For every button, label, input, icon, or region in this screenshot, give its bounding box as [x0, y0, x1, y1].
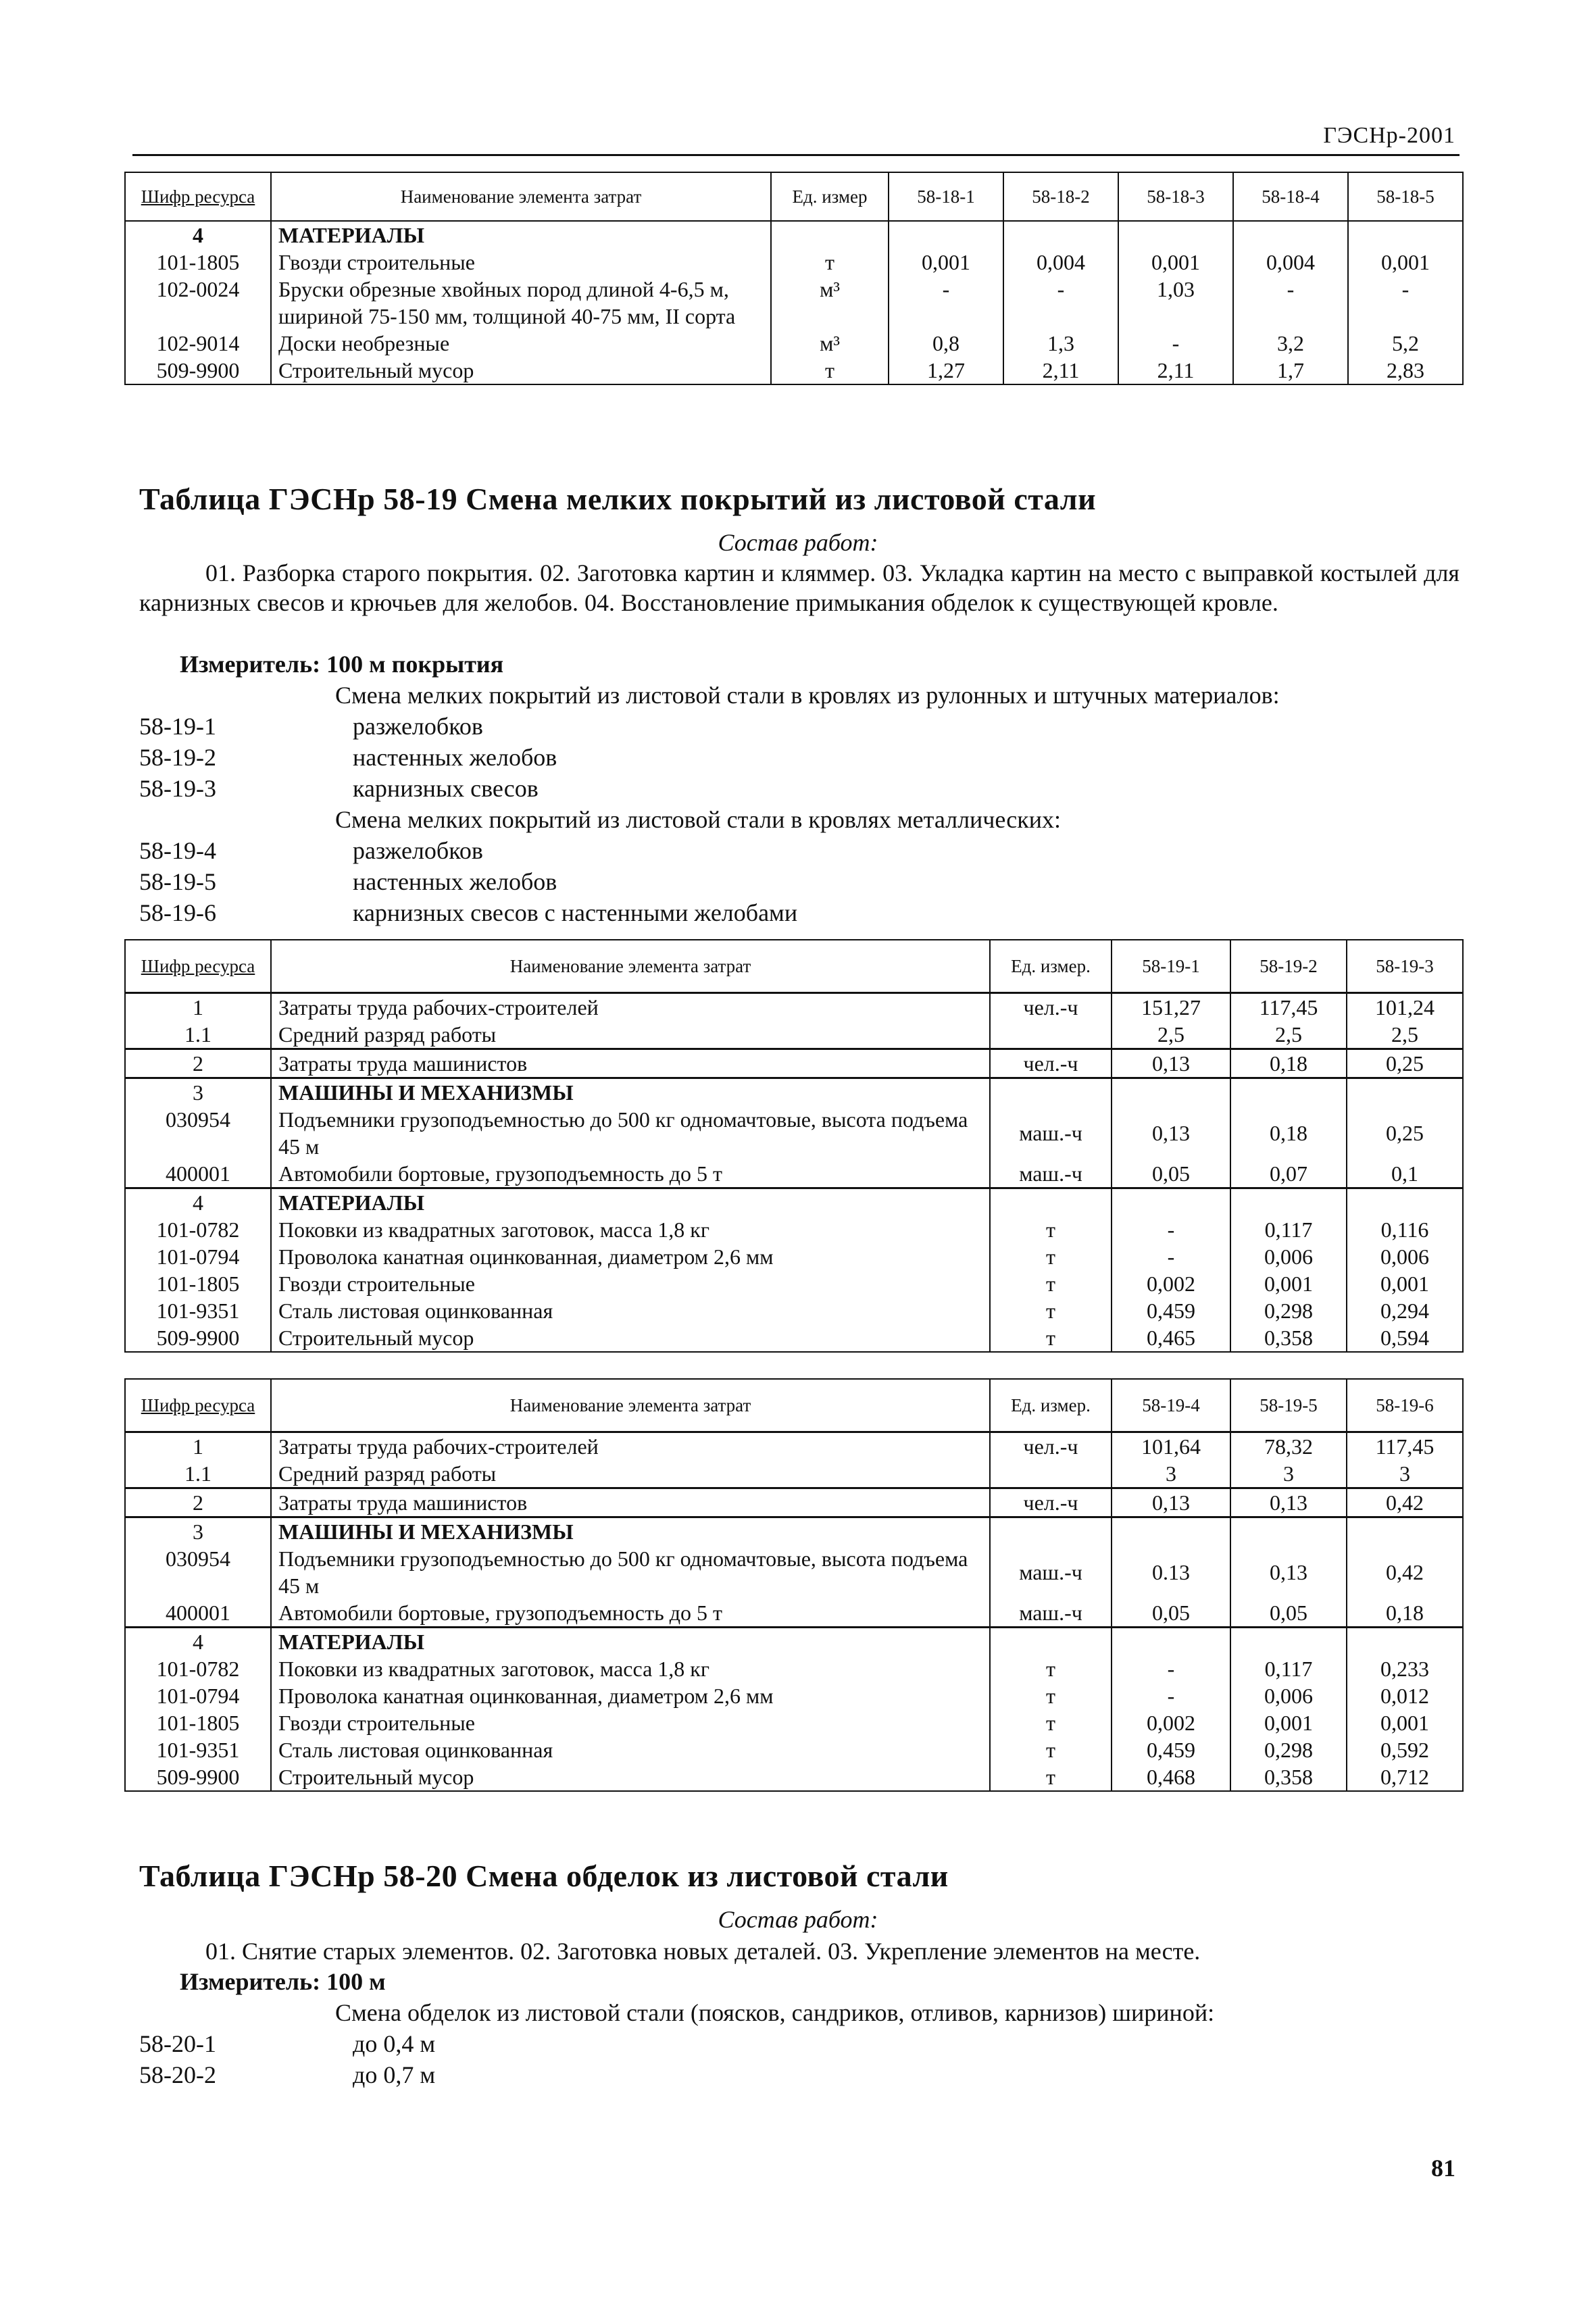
cell-value: 0,25	[1347, 1049, 1463, 1078]
cell-value: 1,27	[889, 357, 1003, 384]
cell-unit	[990, 1517, 1112, 1545]
cell-value	[1003, 221, 1118, 249]
table-row	[125, 221, 1463, 249]
table-row	[125, 1627, 1463, 1655]
table-58-19-1-3	[124, 939, 1464, 1353]
col-header: Ед. измер.	[990, 940, 1112, 992]
cell-value	[1347, 1627, 1463, 1655]
cell-value: 0,117	[1230, 1655, 1347, 1682]
cell-name: Поковки из квадратных заготовок, масса 1,8 кг	[271, 1655, 990, 1682]
table-row	[125, 1216, 1463, 1243]
cell-name: Автомобили бортовые, грузоподъемность до 5 т	[271, 1599, 990, 1628]
cell-value: 0,002	[1112, 1709, 1230, 1736]
cell-value: -	[889, 276, 1003, 330]
cell-name: МАШИНЫ И МЕХАНИЗМЫ	[271, 1078, 990, 1106]
item-code: 58-20-1	[139, 2030, 216, 2057]
cell-value: 2,83	[1348, 357, 1463, 384]
table-row	[125, 1655, 1463, 1682]
item-name: разжелобков	[353, 713, 483, 740]
cell-value	[1112, 1078, 1230, 1106]
col-header: Наименование элемента затрат	[271, 172, 771, 221]
cell-value: 0,001	[1347, 1709, 1463, 1736]
cell-value: 2,5	[1347, 1021, 1463, 1049]
section-title-58-20: Таблица ГЭСНр 58-20 Смена обделок из листовой стали	[139, 1859, 949, 1893]
cell-value: 0,002	[1112, 1270, 1230, 1297]
table-row	[125, 1106, 1463, 1160]
cell-value: 5,2	[1348, 330, 1463, 357]
cell-code: 1.1	[125, 1460, 271, 1488]
cell-value: 0,459	[1112, 1297, 1230, 1324]
cell-code: 400001	[125, 1160, 271, 1188]
cell-unit: чел.-ч	[990, 1488, 1112, 1517]
col-header: 58-19-4	[1112, 1379, 1230, 1432]
cell-value: 0,07	[1230, 1160, 1347, 1188]
work-composition-text: 01. Разборка старого покрытия. 02. Заготовка картин и кляммер. 03. Укладка картин на место с выправкой костылей для карнизных свесов и крючьев для желобов. 04. Восстановление примыкания обделок к существующей кровле.	[139, 559, 1460, 616]
cell-name: Строительный мусор	[271, 357, 771, 384]
col-header: 58-19-1	[1112, 940, 1230, 992]
item-code: 58-19-2	[139, 744, 216, 771]
table-row	[125, 276, 1463, 330]
item-name: до 0,7 м	[353, 2061, 436, 2088]
cell-value: 0,8	[889, 330, 1003, 357]
col-header: Наименование элемента затрат	[271, 1379, 990, 1432]
table-row	[125, 1324, 1463, 1352]
cell-unit: т	[990, 1324, 1112, 1352]
col-header: 58-19-3	[1347, 940, 1463, 992]
measure-unit: Измеритель: 100 м покрытия	[180, 651, 504, 678]
cell-unit	[990, 1188, 1112, 1216]
cell-name: МАТЕРИАЛЫ	[271, 1188, 990, 1216]
group-heading: Смена мелких покрытий из листовой стали в кровлях из рулонных и штучных материалов:	[335, 682, 1280, 709]
cell-name: Средний разряд работы	[271, 1021, 990, 1049]
cell-value: 0,117	[1230, 1216, 1347, 1243]
cell-value: 2,11	[1118, 357, 1233, 384]
cell-value: 0,25	[1347, 1106, 1463, 1160]
cell-value	[1230, 1517, 1347, 1545]
cell-name: Гвозди строительные	[271, 249, 771, 276]
cell-value: -	[1348, 276, 1463, 330]
item-code: 58-20-2	[139, 2061, 216, 2088]
cell-value: 0,465	[1112, 1324, 1230, 1352]
table-row	[125, 1297, 1463, 1324]
col-header: 58-18-2	[1003, 172, 1118, 221]
cell-value: 0,001	[1230, 1270, 1347, 1297]
cell-name: Средний разряд работы	[271, 1460, 990, 1488]
cell-unit: т	[990, 1216, 1112, 1243]
cell-unit: м³	[771, 276, 889, 330]
cell-value: 0.13	[1112, 1545, 1230, 1599]
cell-unit	[990, 1627, 1112, 1655]
table-header-row	[125, 1379, 1463, 1432]
cell-code: 3	[125, 1078, 271, 1106]
cell-name: Затраты труда рабочих-строителей	[271, 1432, 990, 1460]
table-row	[125, 1709, 1463, 1736]
cell-name: Бруски обрезные хвойных пород длиной 4-6,5 м, шириной 75-150 мм, толщиной 40-75 мм, II сорта	[271, 276, 771, 330]
cell-unit: т	[990, 1655, 1112, 1682]
cell-value: 0,006	[1347, 1243, 1463, 1270]
cell-value	[1112, 1517, 1230, 1545]
cell-code: 4	[125, 1627, 271, 1655]
page-number: 81	[1431, 2155, 1455, 2182]
cell-value: 3	[1230, 1460, 1347, 1488]
cell-code: 101-0794	[125, 1243, 271, 1270]
table-row	[125, 1160, 1463, 1188]
cell-code: 101-9351	[125, 1297, 271, 1324]
table-header-row	[125, 940, 1463, 992]
cell-unit: маш.-ч	[990, 1599, 1112, 1628]
table-row	[125, 1517, 1463, 1545]
cell-code: 030954	[125, 1106, 271, 1160]
cell-value: 151,27	[1112, 992, 1230, 1021]
cell-name: Затраты труда машинистов	[271, 1049, 990, 1078]
cell-value: 0,13	[1112, 1049, 1230, 1078]
table-row	[125, 1021, 1463, 1049]
cell-unit: чел.-ч	[990, 1049, 1112, 1078]
cell-value: 101,64	[1112, 1432, 1230, 1460]
cell-code: 101-1805	[125, 249, 271, 276]
col-header: Ед. измер.	[990, 1379, 1112, 1432]
cell-value: 0,13	[1230, 1545, 1347, 1599]
running-header	[132, 114, 1460, 156]
cell-value: 1,03	[1118, 276, 1233, 330]
col-header: 58-19-2	[1230, 940, 1347, 992]
header-text: ГЭСНр-2001	[1323, 123, 1455, 148]
table-row	[125, 1270, 1463, 1297]
cell-value: 2,5	[1230, 1021, 1347, 1049]
table-row	[125, 1188, 1463, 1216]
table-58-18	[124, 172, 1464, 385]
cell-code: 1	[125, 1432, 271, 1460]
cell-value: 0,05	[1112, 1160, 1230, 1188]
cell-value: 0,006	[1230, 1682, 1347, 1709]
cell-code: 4	[125, 1188, 271, 1216]
cell-name: Строительный мусор	[271, 1763, 990, 1791]
cell-value	[1112, 1627, 1230, 1655]
cell-value: 0,298	[1230, 1736, 1347, 1763]
cell-unit: т	[990, 1270, 1112, 1297]
col-header: 58-19-6	[1347, 1379, 1463, 1432]
cell-unit: т	[771, 357, 889, 384]
cell-value	[889, 221, 1003, 249]
cell-value: 3	[1347, 1460, 1463, 1488]
cell-unit	[771, 221, 889, 249]
cell-value: -	[1112, 1682, 1230, 1709]
cell-name: Подъемники грузоподъемностью до 500 кг одномачтовые, высота подъема 45 м	[271, 1106, 990, 1160]
table-row	[125, 1243, 1463, 1270]
cell-value: 0,001	[1230, 1709, 1347, 1736]
cell-value: 0,42	[1347, 1488, 1463, 1517]
cell-value: 0,712	[1347, 1763, 1463, 1791]
cell-value: 0,358	[1230, 1324, 1347, 1352]
cell-value: 0,001	[1348, 249, 1463, 276]
cell-name: МАТЕРИАЛЫ	[271, 1627, 990, 1655]
work-composition-text: 01. Снятие старых элементов. 02. Заготовка новых деталей. 03. Укрепление элементов на месте.	[205, 1938, 1201, 1965]
cell-name: Доски необрезные	[271, 330, 771, 357]
cell-value	[1230, 1627, 1347, 1655]
cell-code: 101-0782	[125, 1655, 271, 1682]
cell-name: Проволока канатная оцинкованная, диаметром 2,6 мм	[271, 1243, 990, 1270]
table-row	[125, 1078, 1463, 1106]
cell-code: 101-1805	[125, 1270, 271, 1297]
cell-value: 2,11	[1003, 357, 1118, 384]
cell-value	[1112, 1188, 1230, 1216]
cell-code: 509-9900	[125, 357, 271, 384]
table-header-row	[125, 172, 1463, 221]
cell-code: 101-0794	[125, 1682, 271, 1709]
group-heading: Смена мелких покрытий из листовой стали в кровлях металлических:	[335, 806, 1062, 833]
cell-value	[1347, 1517, 1463, 1545]
cell-value: 2,5	[1112, 1021, 1230, 1049]
table-row	[125, 1682, 1463, 1709]
group-heading: Смена обделок из листовой стали (поясков, сандриков, отливов, карнизов) шириной:	[335, 1999, 1215, 2026]
item-code: 58-19-3	[139, 775, 216, 802]
table-row	[125, 1460, 1463, 1488]
cell-value: -	[1233, 276, 1348, 330]
cell-name: Сталь листовая оцинкованная	[271, 1297, 990, 1324]
cell-name: Проволока канатная оцинкованная, диаметром 2,6 мм	[271, 1682, 990, 1709]
cell-value: -	[1112, 1655, 1230, 1682]
cell-code: 1.1	[125, 1021, 271, 1049]
col-header: 58-18-3	[1118, 172, 1233, 221]
item-name: карнизных свесов с настенными желобами	[353, 899, 798, 926]
cell-unit: маш.-ч	[990, 1160, 1112, 1188]
cell-name: Автомобили бортовые, грузоподъемность до 5 т	[271, 1160, 990, 1188]
col-header: 58-19-5	[1230, 1379, 1347, 1432]
cell-unit: т	[990, 1709, 1112, 1736]
cell-name: МАШИНЫ И МЕХАНИЗМЫ	[271, 1517, 990, 1545]
cell-code: 400001	[125, 1599, 271, 1628]
cell-value: 1,7	[1233, 357, 1348, 384]
cell-value: 0,116	[1347, 1216, 1463, 1243]
cell-value	[1348, 221, 1463, 249]
cell-value: 0,42	[1347, 1545, 1463, 1599]
table-row	[125, 1049, 1463, 1078]
section-title-58-19: Таблица ГЭСНр 58-19 Смена мелких покрытий из листовой стали	[139, 482, 1097, 516]
item-code: 58-19-1	[139, 713, 216, 740]
item-name: настенных желобов	[353, 868, 557, 895]
cell-value: 117,45	[1347, 1432, 1463, 1460]
cell-code: 1	[125, 992, 271, 1021]
cell-code: 101-1805	[125, 1709, 271, 1736]
cell-value: 0,004	[1003, 249, 1118, 276]
cell-name: Затраты труда машинистов	[271, 1488, 990, 1517]
cell-name: Подъемники грузоподъемностью до 500 кг одномачтовые, высота подъема 45 м	[271, 1545, 990, 1599]
table-row	[125, 1432, 1463, 1460]
cell-value: 0,594	[1347, 1324, 1463, 1352]
cell-value: -	[1112, 1216, 1230, 1243]
table-row	[125, 357, 1463, 384]
cell-value: 0,18	[1347, 1599, 1463, 1628]
cell-unit	[990, 1460, 1112, 1488]
cell-unit: маш.-ч	[990, 1545, 1112, 1599]
work-composition-label: Состав работ:	[718, 1906, 878, 1933]
cell-value: 3	[1112, 1460, 1230, 1488]
cell-code: 101-0782	[125, 1216, 271, 1243]
cell-value: 0,592	[1347, 1736, 1463, 1763]
cell-value: 3,2	[1233, 330, 1348, 357]
cell-value: 78,32	[1230, 1432, 1347, 1460]
cell-name: Строительный мусор	[271, 1324, 990, 1352]
cell-code: 509-9900	[125, 1763, 271, 1791]
table-row	[125, 1599, 1463, 1628]
cell-value: 0,05	[1230, 1599, 1347, 1628]
cell-name: Поковки из квадратных заготовок, масса 1,8 кг	[271, 1216, 990, 1243]
col-header: 58-18-4	[1233, 172, 1348, 221]
col-header: 58-18-5	[1348, 172, 1463, 221]
cell-value: 0,001	[889, 249, 1003, 276]
col-header: Наименование элемента затрат	[271, 940, 990, 992]
cell-value: -	[1112, 1243, 1230, 1270]
item-code: 58-19-4	[139, 837, 216, 864]
cell-unit: т	[990, 1763, 1112, 1791]
item-name: карнизных свесов	[353, 775, 539, 802]
cell-value: -	[1118, 330, 1233, 357]
item-name: настенных желобов	[353, 744, 557, 771]
col-header: Шифр ресурса	[125, 172, 271, 221]
table-row	[125, 992, 1463, 1021]
cell-value	[1233, 221, 1348, 249]
cell-value: 0,298	[1230, 1297, 1347, 1324]
col-header: 58-18-1	[889, 172, 1003, 221]
cell-value: 0,05	[1112, 1599, 1230, 1628]
cell-value	[1347, 1188, 1463, 1216]
cell-value: 0,294	[1347, 1297, 1463, 1324]
cell-code: 2	[125, 1049, 271, 1078]
cell-name: Сталь листовая оцинкованная	[271, 1736, 990, 1763]
cell-unit: чел.-ч	[990, 1432, 1112, 1460]
cell-value: 0,1	[1347, 1160, 1463, 1188]
cell-unit: т	[990, 1297, 1112, 1324]
cell-name: Гвозди строительные	[271, 1709, 990, 1736]
cell-value: 0,13	[1230, 1488, 1347, 1517]
cell-value: 117,45	[1230, 992, 1347, 1021]
cell-code: 102-0024	[125, 276, 271, 330]
cell-code: 030954	[125, 1545, 271, 1599]
cell-value: 0,459	[1112, 1736, 1230, 1763]
cell-value: 0,004	[1233, 249, 1348, 276]
col-header: Ед. измер	[771, 172, 889, 221]
cell-code: 4	[125, 221, 271, 249]
cell-unit	[990, 1021, 1112, 1049]
cell-value: 0,18	[1230, 1106, 1347, 1160]
col-header: Шифр ресурса	[125, 1379, 271, 1432]
cell-value: 0,001	[1118, 249, 1233, 276]
table-row	[125, 330, 1463, 357]
cell-value: 101,24	[1347, 992, 1463, 1021]
table-58-19-4-6	[124, 1378, 1464, 1792]
table-row	[125, 1488, 1463, 1517]
cell-code: 101-9351	[125, 1736, 271, 1763]
cell-value: 0,18	[1230, 1049, 1347, 1078]
cell-value: 0,13	[1112, 1106, 1230, 1160]
cell-value: 0,012	[1347, 1682, 1463, 1709]
cell-value: 0,13	[1112, 1488, 1230, 1517]
cell-value: 1,3	[1003, 330, 1118, 357]
cell-value	[1230, 1188, 1347, 1216]
table-row	[125, 1763, 1463, 1791]
cell-unit: маш.-ч	[990, 1106, 1112, 1160]
cell-value: 0,006	[1230, 1243, 1347, 1270]
cell-unit: чел.-ч	[990, 992, 1112, 1021]
cell-value: 0,358	[1230, 1763, 1347, 1791]
cell-value	[1230, 1078, 1347, 1106]
cell-code: 509-9900	[125, 1324, 271, 1352]
cell-value	[1118, 221, 1233, 249]
cell-unit: т	[990, 1736, 1112, 1763]
cell-value: 0,233	[1347, 1655, 1463, 1682]
item-name: до 0,4 м	[353, 2030, 436, 2057]
measure-unit: Измеритель: 100 м	[180, 1968, 386, 1995]
cell-code: 102-9014	[125, 330, 271, 357]
cell-value	[1347, 1078, 1463, 1106]
cell-unit: т	[990, 1243, 1112, 1270]
item-name: разжелобков	[353, 837, 483, 864]
cell-value: 0,001	[1347, 1270, 1463, 1297]
cell-unit: т	[990, 1682, 1112, 1709]
table-row	[125, 1545, 1463, 1599]
table-row	[125, 249, 1463, 276]
cell-unit	[990, 1078, 1112, 1106]
cell-unit: м³	[771, 330, 889, 357]
cell-name: Затраты труда рабочих-строителей	[271, 992, 990, 1021]
cell-name: МАТЕРИАЛЫ	[271, 221, 771, 249]
cell-name: Гвозди строительные	[271, 1270, 990, 1297]
item-code: 58-19-6	[139, 899, 216, 926]
cell-value: -	[1003, 276, 1118, 330]
table-row	[125, 1736, 1463, 1763]
cell-code: 2	[125, 1488, 271, 1517]
item-code: 58-19-5	[139, 868, 216, 895]
cell-unit: т	[771, 249, 889, 276]
col-header: Шифр ресурса	[125, 940, 271, 992]
cell-code: 3	[125, 1517, 271, 1545]
cell-value: 0,468	[1112, 1763, 1230, 1791]
work-composition-label: Состав работ:	[718, 529, 878, 556]
